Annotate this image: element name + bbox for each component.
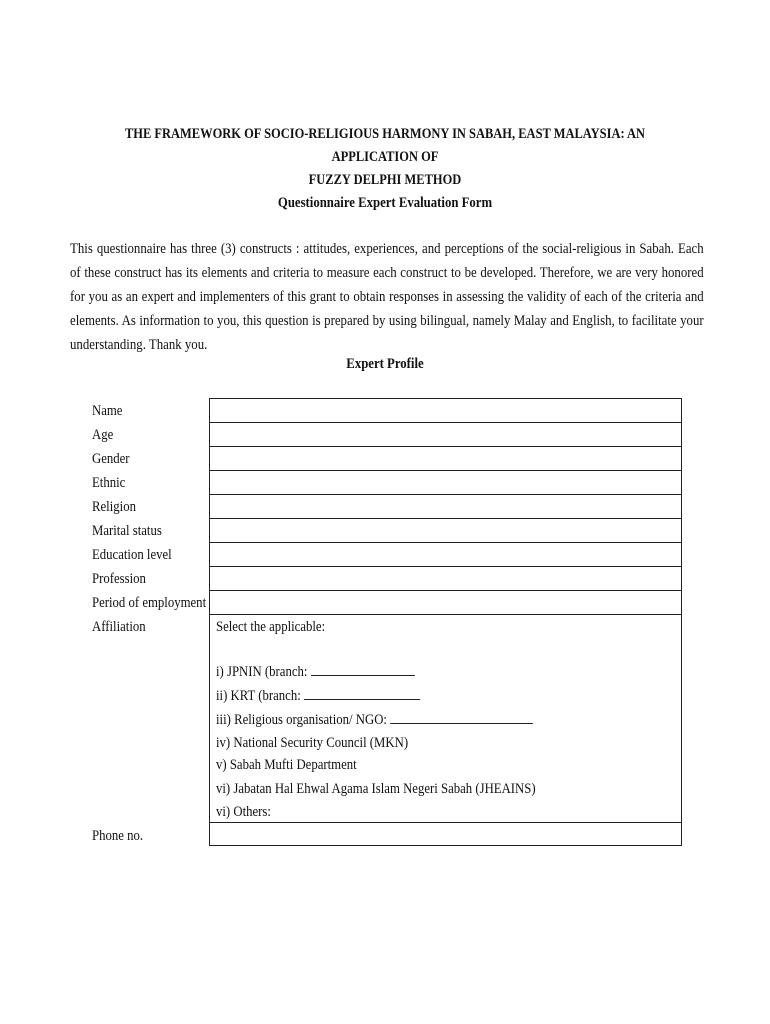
religion-field[interactable] xyxy=(209,494,682,519)
religious-org-blank[interactable] xyxy=(390,709,533,724)
intro-paragraph: This questionnaire has three (3) constructs : attitudes, experiences, and perceptions of the social-religious in Sabah. Each of these construct has its elements and criteria to measure each construct to be developed. Therefore, we are very honored for you as an expert and implementers of this grant to obtain responses in assessing the validity of each of the criteria and elements. As information to you, this question is prepared by using bilingual, namely Malay and English, to facilitate your understanding. Thank you. xyxy=(70,241,704,353)
affiliation-option-label: i) JPNIN (branch: xyxy=(216,664,308,680)
affiliation-option-mufti[interactable]: v) Sabah Mufti Department xyxy=(216,757,357,773)
ethnic-label: Ethnic xyxy=(92,475,126,491)
education-level-label: Education level xyxy=(92,547,172,563)
age-label: Age xyxy=(92,427,114,443)
marital-status-label: Marital status xyxy=(92,523,162,539)
name-field[interactable] xyxy=(209,398,682,423)
affiliation-instruction: Select the applicable: xyxy=(216,619,326,635)
age-field[interactable] xyxy=(209,422,682,447)
document-title xyxy=(106,123,665,192)
expert-profile-heading: Expert Profile xyxy=(346,356,424,372)
affiliation-option-others[interactable]: vi) Others: xyxy=(216,804,271,820)
jpnin-branch-blank[interactable] xyxy=(311,661,415,676)
form-subtitle: Questionnaire Expert Evaluation Form xyxy=(277,195,493,211)
affiliation-option-jheains[interactable]: vi) Jabatan Hal Ehwal Agama Islam Negeri Sabah (JHEAINS) xyxy=(216,781,536,797)
name-label: Name xyxy=(92,403,123,419)
education-level-field[interactable] xyxy=(209,542,682,567)
gender-field[interactable] xyxy=(209,446,682,471)
affiliation-option-krt[interactable] xyxy=(216,685,420,706)
affiliation-option-label: iii) Religious organisation/ NGO: xyxy=(216,712,387,728)
phone-field[interactable] xyxy=(209,822,682,846)
period-of-employment-field[interactable] xyxy=(209,590,682,615)
phone-label: Phone no. xyxy=(92,828,144,844)
title-line-2: FUZZY DELPHI METHOD xyxy=(308,172,462,188)
profession-field[interactable] xyxy=(209,566,682,591)
affiliation-option-label: ii) KRT (branch: xyxy=(216,688,301,704)
religion-label: Religion xyxy=(92,499,136,515)
ethnic-field[interactable] xyxy=(209,470,682,495)
title-line-1: THE FRAMEWORK OF SOCIO-RELIGIOUS HARMONY IN SABAH, EAST MALAYSIA: AN APPLICATION OF xyxy=(124,126,646,165)
period-of-employment-label: Period of employment xyxy=(92,595,207,611)
marital-status-field[interactable] xyxy=(209,518,682,543)
profession-label: Profession xyxy=(92,571,146,587)
affiliation-label: Affiliation xyxy=(92,619,146,635)
affiliation-option-religious-org[interactable] xyxy=(216,709,533,730)
krt-branch-blank[interactable] xyxy=(304,685,420,700)
gender-label: Gender xyxy=(92,451,130,467)
affiliation-option-mkn[interactable]: iv) National Security Council (MKN) xyxy=(216,735,409,751)
affiliation-option-jpnin[interactable] xyxy=(216,661,414,682)
